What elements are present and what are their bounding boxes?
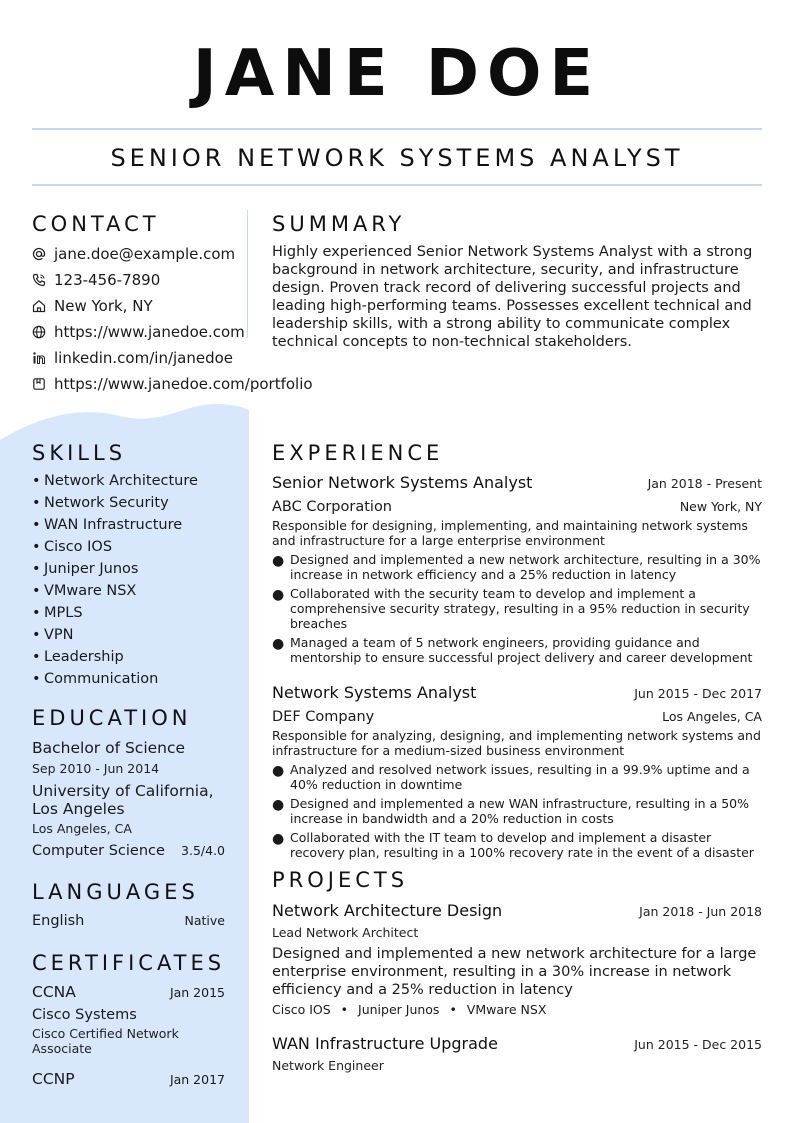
tag-separator: • (449, 1002, 457, 1017)
skill-item: • Network Security (32, 495, 169, 511)
summary-heading: SUMMARY (272, 212, 406, 236)
project-title: Network Architecture Design (272, 901, 503, 920)
project-tags (272, 1002, 762, 1018)
education-field-row (32, 843, 225, 859)
language-name: English (32, 913, 85, 929)
contact-email-text: jane.doe@example.com (54, 245, 236, 263)
email-icon (32, 247, 46, 261)
project-title: WAN Infrastructure Upgrade (272, 1034, 498, 1053)
education-degree: Bachelor of Science (32, 739, 186, 757)
job-entry (272, 473, 762, 665)
certificate-name: CCNA (32, 983, 76, 1001)
job-title: Network Systems Analyst (272, 683, 477, 702)
project-role: Lead Network Architect (272, 925, 419, 940)
education-gpa: 3.5/4.0 (181, 843, 225, 858)
certificate-name: CCNP (32, 1070, 75, 1088)
skill-item: • Cisco IOS (32, 539, 113, 555)
job-bullet: ● Analyzed and resolved network issues, resulting in a 99.9% uptime and a 40% reduction in downtime (272, 762, 750, 792)
experience-section (272, 440, 762, 860)
summary-section (272, 211, 762, 351)
contact-portfolio[interactable] (32, 371, 322, 397)
job-entry (272, 683, 762, 860)
contact-linkedin-text: linkedin.com/in/janedoe (54, 349, 234, 367)
languages-heading: LANGUAGES (32, 880, 199, 904)
skill-item: • Juniper Junos (32, 561, 139, 577)
summary-text: Highly experienced Senior Network Systems Analyst with a strong background in network architecture, security, and infrastructure design. Proven track record of delivering successful projects and leading high-performing teams. Possesses excellent technical and leadership skills, with a strong ability to communicate complex technical concepts to non-technical stakeholders. (272, 244, 753, 350)
job-description: Responsible for analyzing, designing, and implementing network systems and infrastructure for a medium-sized business environment (272, 728, 761, 758)
skills-heading: SKILLS (32, 441, 127, 465)
job-location: New York, NY (679, 499, 762, 514)
certificate-row (32, 1070, 225, 1088)
contact-location-text: New York, NY (54, 297, 153, 315)
skills-section (32, 440, 225, 690)
job-bullet: ● Designed and implemented a new WAN infrastructure, resulting in a 50% increase in bandwidth and a 20% reduction in costs (272, 796, 749, 826)
header-bottom-rule (32, 184, 762, 186)
job-bullet: ● Collaborated with the IT team to develop and implement a disaster recovery plan, resulting in a 100% recovery rate in the event of a disaster (272, 830, 754, 860)
project-tag: VMware NSX (466, 1002, 547, 1017)
language-level: Native (184, 913, 225, 928)
skill-item: • MPLS (32, 605, 83, 621)
skill-item: • Network Architecture (32, 473, 198, 489)
certificate-row (32, 983, 225, 1001)
experience-heading: EXPERIENCE (272, 441, 444, 465)
certificates-section (32, 950, 225, 1088)
skill-item: • Communication (32, 671, 159, 687)
skill-item: • VPN (32, 627, 74, 643)
contact-portfolio-text: https://www.janedoe.com/portfolio (54, 375, 313, 393)
education-heading: EDUCATION (32, 706, 192, 730)
project-role: Network Engineer (272, 1058, 384, 1073)
project-description: Designed and implemented a new network architecture for a large enterprise environment, resulting in a 30% increase in network efficiency and a 25% reduction in latency (272, 946, 757, 998)
education-school: University of California, Los Angeles (32, 782, 214, 818)
linkedin-icon (32, 351, 46, 365)
education-location: Los Angeles, CA (32, 821, 132, 836)
job-title-heading: SENIOR NETWORK SYSTEMS ANALYST (110, 144, 684, 172)
education-field: Computer Science (32, 843, 165, 859)
project-entry (272, 901, 762, 1018)
job-bullet: ● Managed a team of 5 network engineers, providing guidance and mentorship to ensure successful project delivery and career development (272, 635, 753, 665)
job-description: Responsible for designing, implementing, and maintaining network systems and infrastructure for a large enterprise environment (272, 518, 748, 548)
job-dates: Jan 2018 - Present (647, 476, 762, 491)
education-dates: Sep 2010 - Jun 2014 (32, 761, 160, 776)
languages-section (32, 879, 225, 929)
contact-phone-text: 123-456-7890 (54, 271, 161, 289)
job-bullet: ● Designed and implemented a new network architecture, resulting in a 30% increase in network efficiency and a 25% reduction in latency (272, 552, 761, 582)
project-dates: Jun 2015 - Dec 2015 (634, 1037, 762, 1052)
job-title: Senior Network Systems Analyst (272, 473, 533, 492)
certificate-date: Jan 2017 (169, 1072, 225, 1087)
job-location: Los Angeles, CA (662, 709, 762, 724)
job-company: DEF Company (272, 709, 375, 725)
language-row (32, 913, 225, 929)
skill-item: • VMware NSX (32, 583, 137, 599)
home-icon (32, 299, 46, 313)
candidate-name: JANE DOE (192, 37, 602, 111)
job-bullet: ● Collaborated with the security team to develop and implement a comprehensive security strategy, resulting in a 95% reduction in security breaches (272, 586, 750, 631)
certificate-date: Jan 2015 (169, 985, 225, 1000)
certificate-description: Cisco Certified Network Associate (32, 1026, 179, 1056)
certificates-heading: CERTIFICATES (32, 951, 226, 975)
project-dates: Jan 2018 - Jun 2018 (639, 904, 762, 919)
project-tag: Juniper Junos (358, 1002, 440, 1017)
job-company: ABC Corporation (272, 499, 393, 515)
tag-separator: • (340, 1002, 349, 1017)
globe-icon (32, 325, 46, 339)
certificate-issuer: Cisco Systems (32, 1007, 137, 1023)
project-entry (272, 1034, 762, 1074)
projects-heading: PROJECTS (272, 868, 409, 892)
job-dates: Jun 2015 - Dec 2017 (634, 686, 762, 701)
education-section (32, 705, 225, 859)
phone-icon (32, 273, 46, 287)
portfolio-icon (32, 377, 46, 391)
skill-item: • Leadership (32, 649, 124, 665)
header-top-rule (32, 128, 762, 130)
contact-heading: CONTACT (32, 212, 160, 236)
projects-section (272, 867, 762, 1074)
skill-item: • WAN Infrastructure (32, 517, 183, 533)
project-tag: Cisco IOS (272, 1002, 331, 1017)
contact-website-text: https://www.janedoe.com (54, 323, 245, 341)
